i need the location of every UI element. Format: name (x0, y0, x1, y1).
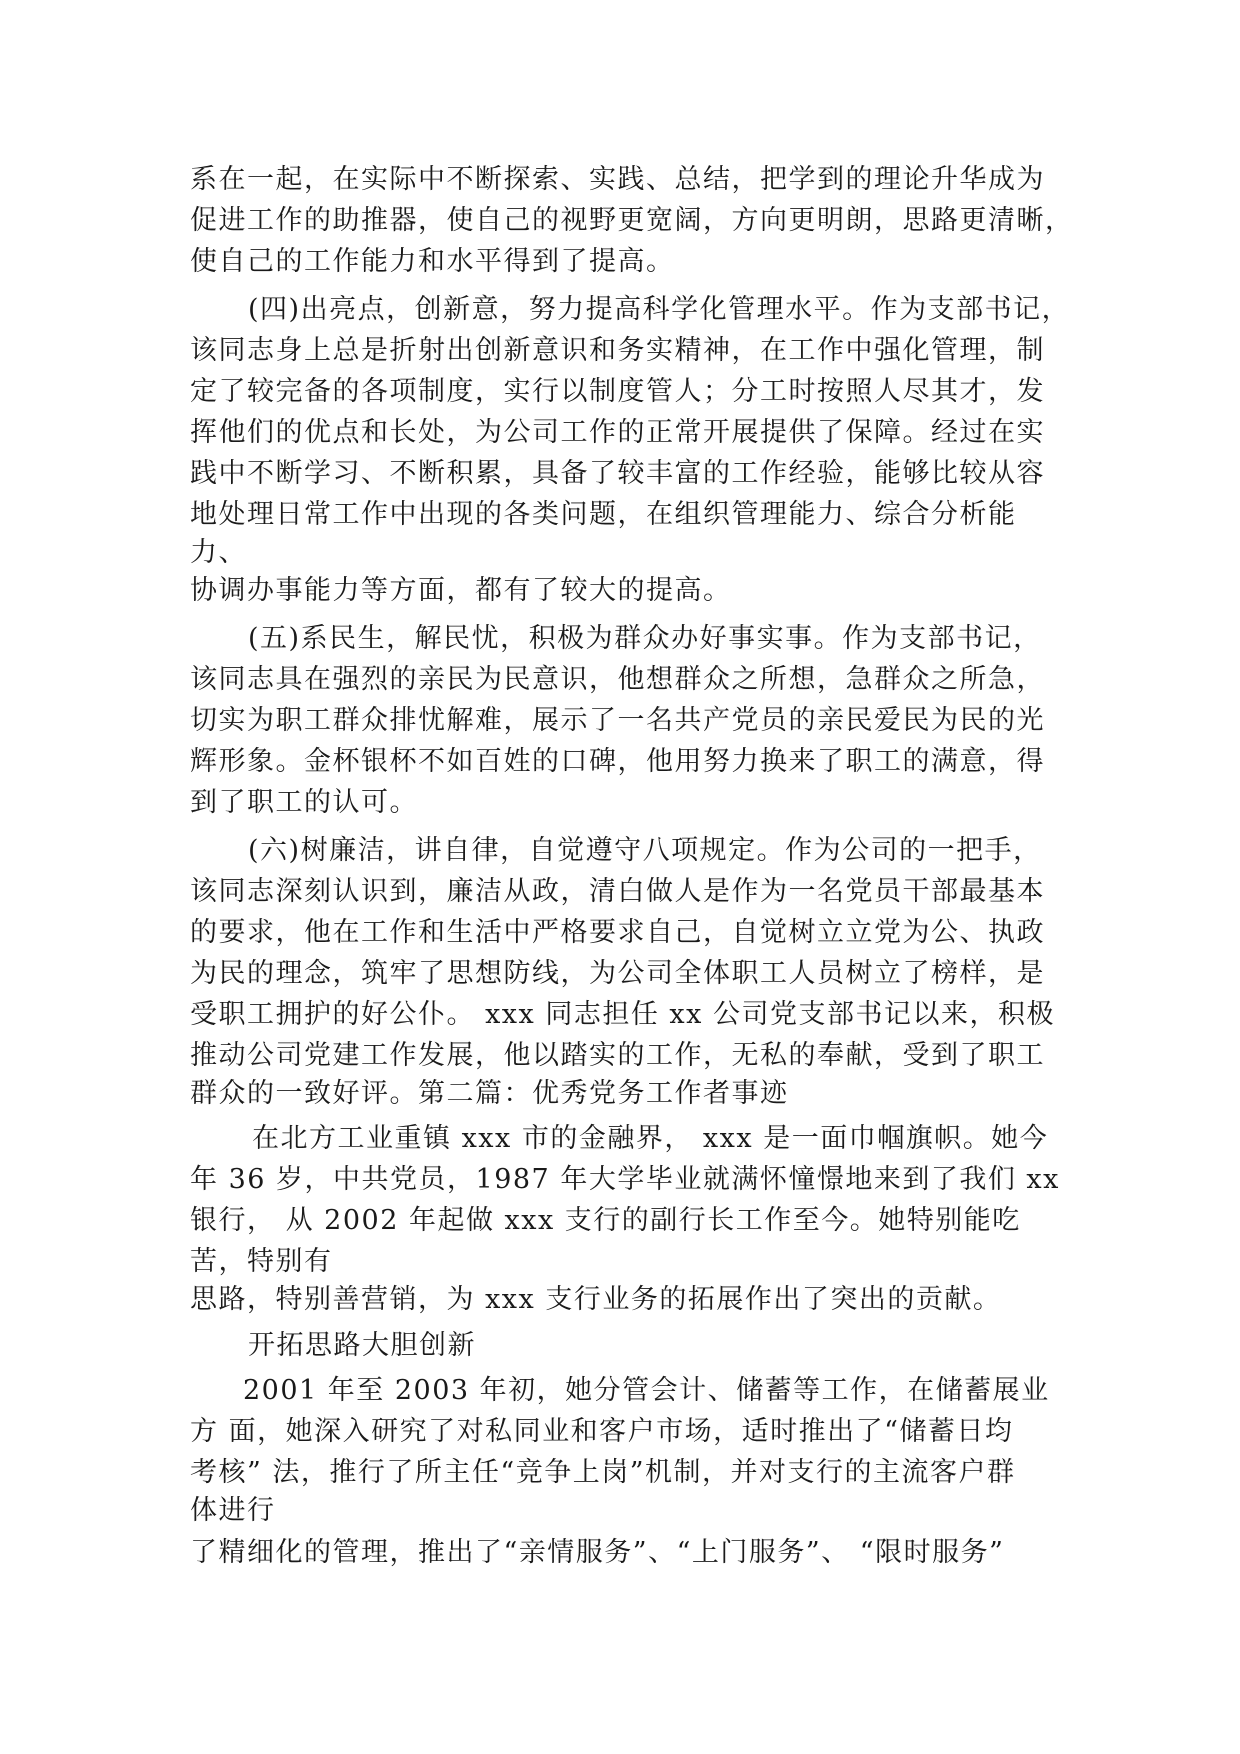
text-line: 践中不断学习、不断积累，具备了较丰富的工作经验，能够比较从容 (190, 458, 1045, 489)
text-line: 了精细化的管理，推出了“亲情服务”、“上门服务”、 “限时服务” (190, 1537, 1005, 1568)
text-line: 该同志具在强烈的亲民为民意识，他想群众之所想，急群众之所急， (190, 664, 1045, 695)
text-line: 群众的一致好评。第二篇：优秀党务工作者事迹 (190, 1078, 789, 1109)
text-line: 辉形象。金杯银杯不如百姓的口碑，他用努力换来了职工的满意，得 (190, 746, 1045, 777)
paragraph-heading-6: (六)树廉洁，讲自律，自觉遵守八项规定。作为公司的一把手， (248, 835, 1042, 866)
text-line: 该同志深刻认识到，廉洁从政，清白做人是作为一名党员干部最基本 (190, 876, 1045, 907)
text-line: 力、 (190, 537, 247, 568)
text-line: 定了较完备的各项制度，实行以制度管人；分工时按照人尽其才，发 (190, 376, 1045, 407)
text-line: 切实为职工群众排忧解难，展示了一名共产党员的亲民爱民为民的光 (190, 705, 1045, 736)
section-subheading: 开拓思路大胆创新 (248, 1330, 476, 1361)
text-line: 苦，特别有 (190, 1246, 333, 1277)
text-line: 方 面，她深入研究了对私同业和客户市场，适时推出了“储蓄日均 (190, 1416, 1014, 1447)
text-line: 2001 年至 2003 年初，她分管会计、储蓄等工作，在储蓄展业 (243, 1375, 1050, 1406)
text-line: 体进行 (190, 1495, 276, 1526)
text-line: 地处理日常工作中出现的各类问题，在组织管理能力、综合分析能 (190, 499, 1017, 530)
text-line: 使自己的工作能力和水平得到了提高。 (190, 246, 675, 277)
text-line: 协调办事能力等方面，都有了较大的提高。 (190, 575, 732, 606)
text-line: 系在一起，在实际中不断探索、实践、总结，把学到的理论升华成为 (190, 164, 1045, 195)
paragraph-heading-4: (四)出亮点，创新意，努力提高科学化管理水平。作为支部书记， (248, 294, 1071, 325)
text-line: 该同志身上总是折射出创新意识和务实精神，在工作中强化管理，制 (190, 335, 1045, 366)
text-line: 的要求，他在工作和生活中严格要求自己，自觉树立立党为公、执政 (190, 917, 1045, 948)
paragraph-heading-5: (五)系民生，解民忧，积极为群众办好事实事。作为支部书记， (248, 623, 1042, 654)
text-line: 受职工拥护的好公仆。 xxx 同志担任 xx 公司党支部书记以来，积极 (190, 999, 1055, 1030)
text-line: 考核” 法，推行了所主任“竞争上岗”机制，并对支行的主流客户群 (190, 1457, 1016, 1488)
text-line: 挥他们的优点和长处，为公司工作的正常开展提供了保障。经过在实 (190, 417, 1045, 448)
text-line: 年 36 岁，中共党员，1987 年大学毕业就满怀憧憬地来到了我们 xx (190, 1164, 1060, 1195)
text-line: 到了职工的认可。 (190, 787, 418, 818)
text-line: 促进工作的助推器，使自己的视野更宽阔，方向更明朗，思路更清晰， (190, 205, 1074, 236)
text-line: 为民的理念，筑牢了思想防线，为公司全体职工人员树立了榜样，是 (190, 958, 1045, 989)
text-line: 推动公司党建工作发展，他以踏实的工作，无私的奉献，受到了职工 (190, 1040, 1045, 1071)
text-line: 在北方工业重镇 xxx 市的金融界， xxx 是一面巾帼旗帜。她今 (252, 1123, 1049, 1154)
text-line: 银行， 从 2002 年起做 xxx 支行的副行长工作至今。她特别能吃 (190, 1205, 1021, 1236)
text-line: 思路，特别善营销，为 xxx 支行业务的拓展作出了突出的贡献。 (190, 1284, 1002, 1315)
